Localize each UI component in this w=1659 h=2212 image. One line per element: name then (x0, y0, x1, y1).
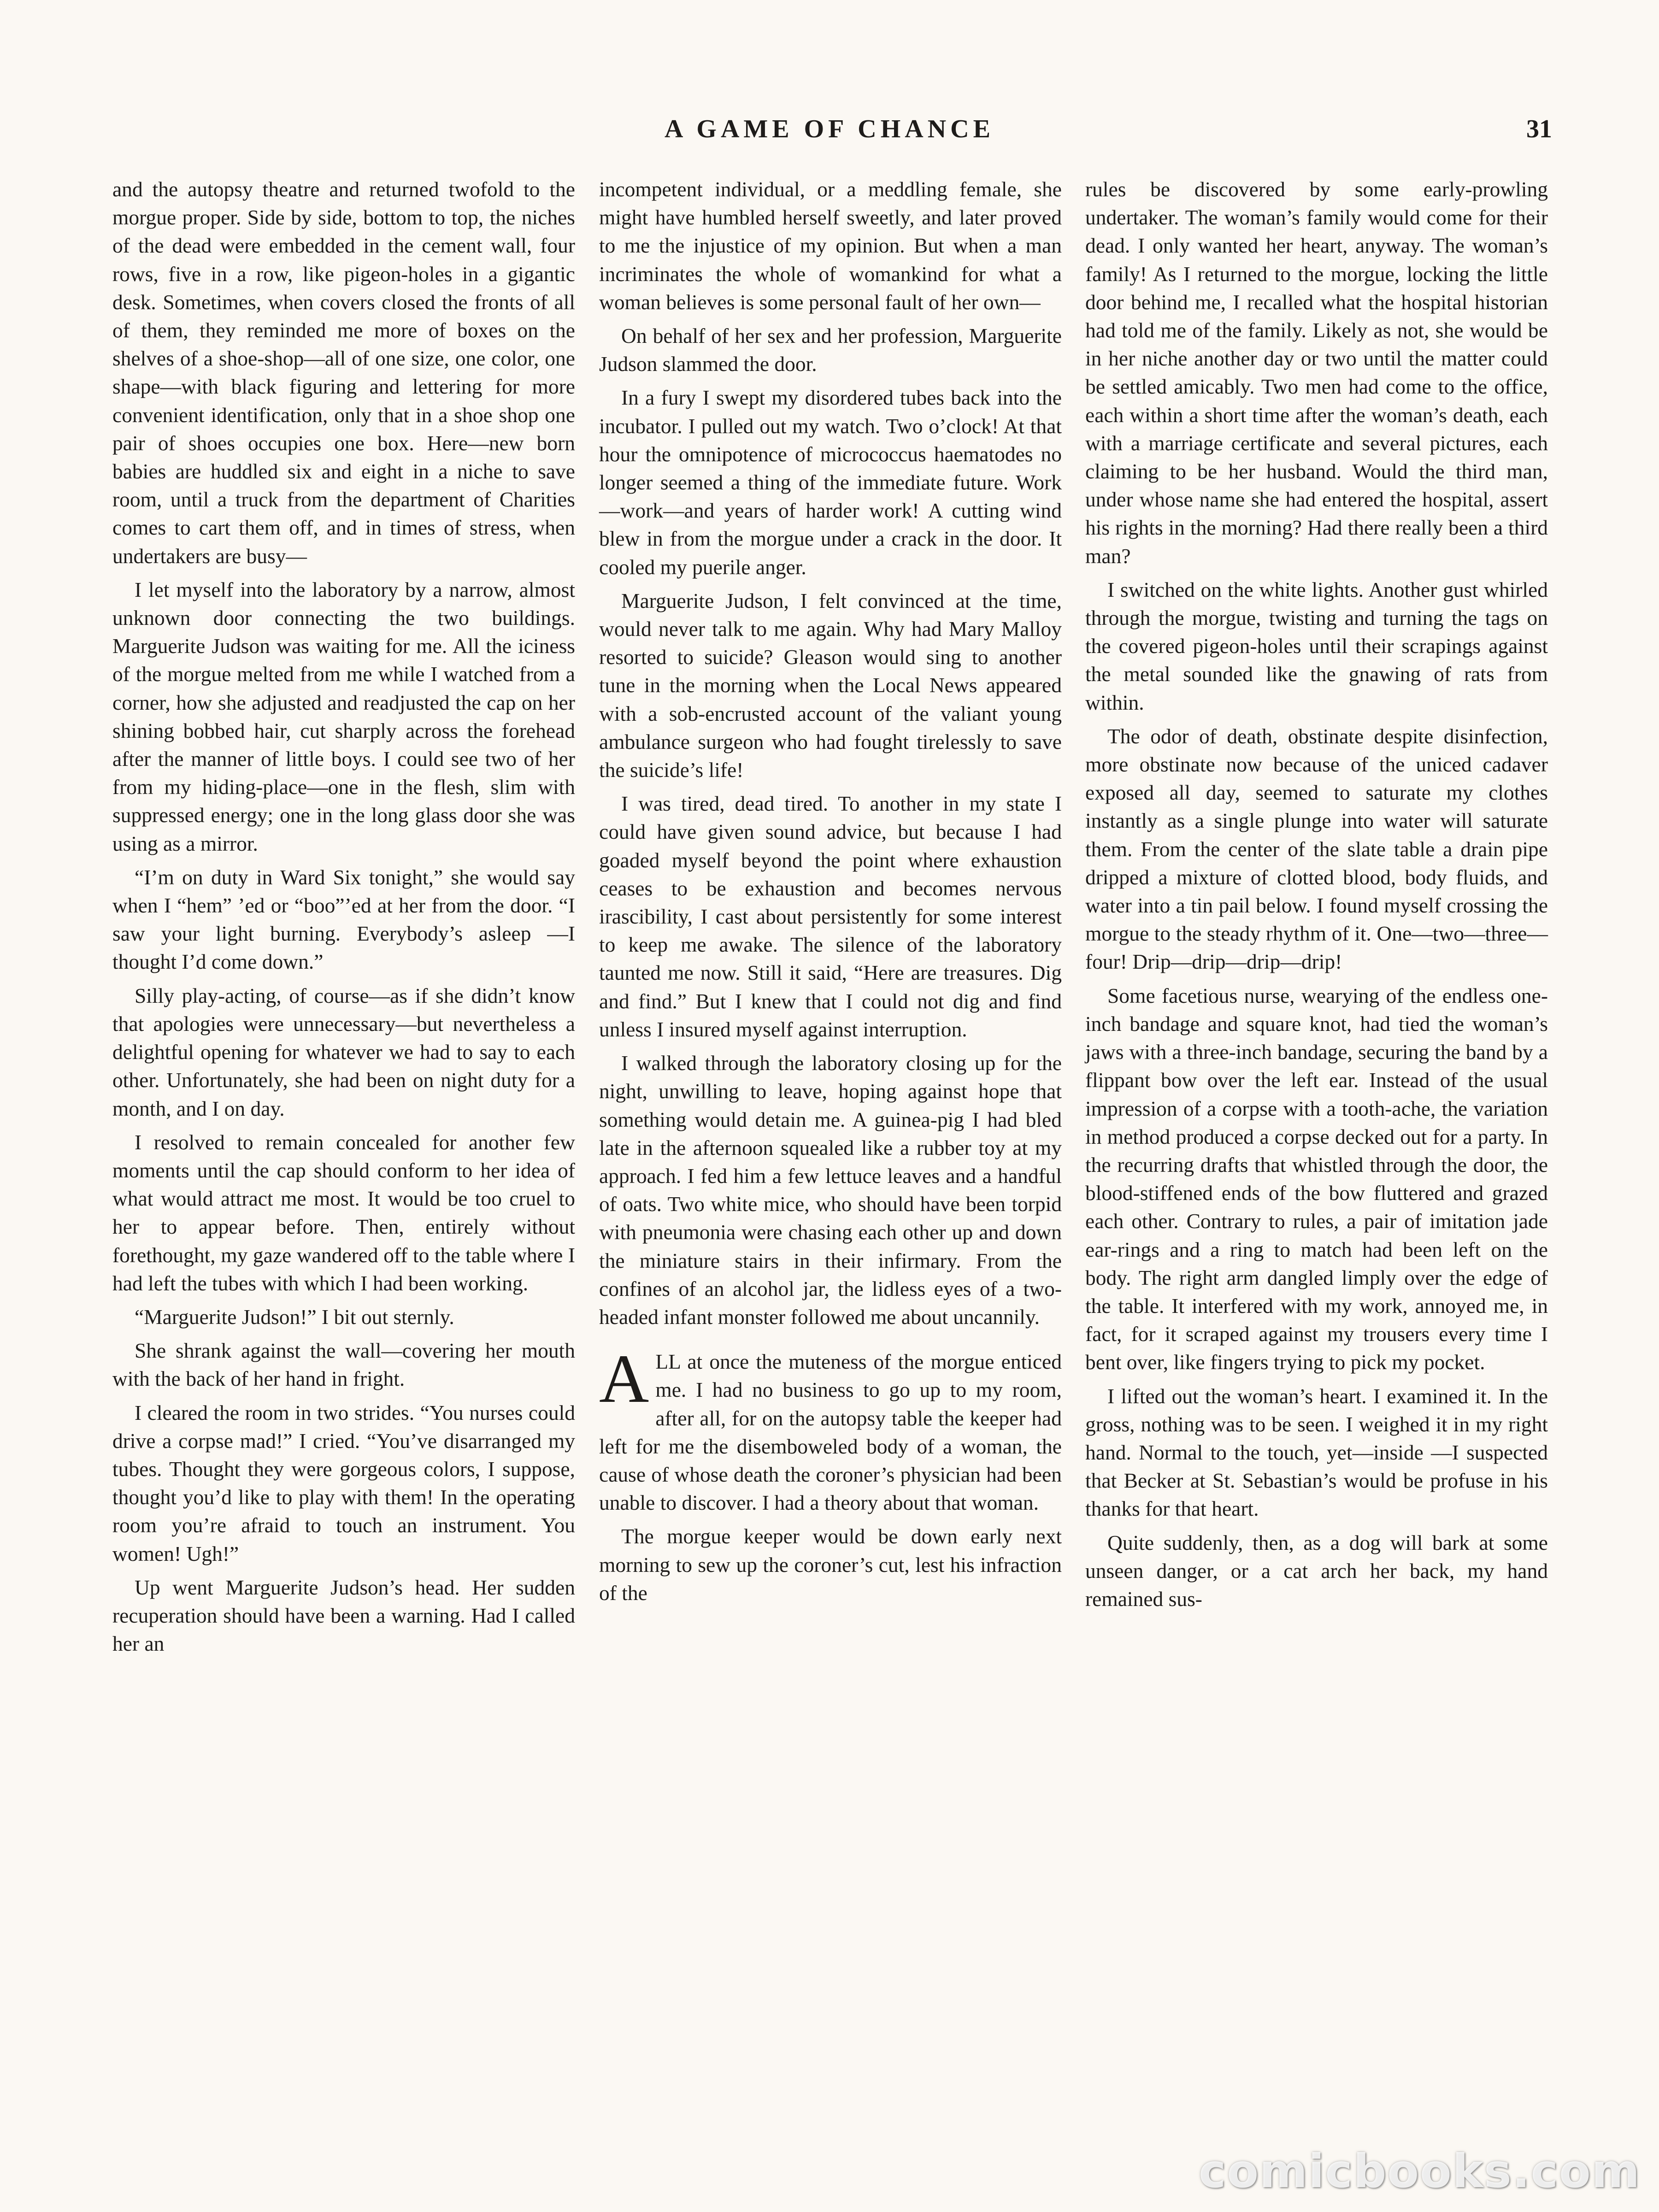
paragraph: I was tired, dead tired. To another in my state I could have given sound advice, but because I had goaded myself beyond the point where exhaustion ceases to be exhaustion and becomes nervous irascibility, I cast about persistently for some interest to keep me awake. The silence of the laboratory taunted me now. Still it said, “Here are treasures. Dig and find.” But I knew that I could not dig and find unless I insured myself against interruption. (599, 792, 1062, 1041)
paragraph: Silly play-acting, of course—as if she didn’t know that apologies were unnecessary—but nevertheless a delightful opening for whatever we had to say to each other. Unfortunately, she had been on night duty for a month, and I on day. (112, 983, 575, 1120)
paragraph: rules be discovered by some early-prowling undertaker. The woman’s family would come for their dead. I only wanted her heart, anyway. The woman’s family! As I returned to the morgue, locking the little door behind me, I recalled what the hospital historian had told me of the family. Likely as not, she would be in her niche another day or two until the matter could be settled amicably. Two men had come to the office, each within a short time after the woman’s death, each with a marriage certificate and several pictures, each claiming to be her husband. Would the third man, under whose name she had entered the hospital, assert his rights in the morning? Had there really been a third man? (1085, 177, 1548, 568)
paragraph: On behalf of her sex and her profession, Marguerite Judson slammed the door. (599, 324, 1062, 376)
paragraph: I switched on the white lights. Another gust whirled through the morgue, twisting and turning the tags on the covered pigeon-holes until their scrapings against the metal sounded like the gnawing of rats from within. (1085, 577, 1548, 714)
section-opening-paragraph (599, 1341, 1062, 1517)
paragraph: Quite suddenly, then, as a dog will bark at some unseen danger, or a cat arch her back, my hand remained sus- (1085, 1530, 1548, 1611)
paragraph: I walked through the laboratory closing up for the night, unwilling to leave, hoping against hope that something would detain me. A guinea-pig I had bled late in the afternoon squealed like a rubber toy at my approach. I fed him a few lettuce leaves and a handful of oats. Two white mice, who should have been torpid with pneumonia were chasing each other up and down the miniature stairs in their infirmary. From the confines of an alcohol jar, the lidless eyes of a two-headed infant monster followed me about uncannily. (599, 1051, 1062, 1329)
paragraph: Up went Marguerite Judson’s head. Her sudden recuperation should have been a warning. Had I called her an (112, 1575, 575, 1656)
paragraph: The morgue keeper would be down early next morning to sew up the coroner’s cut, lest his infraction of the (599, 1524, 1062, 1605)
paragraph: The odor of death, obstinate despite disinfection, more obstinate now because of the uniced cadaver exposed all day, seemed to saturate my clothes instantly as a single plunge into water will saturate them. From the center of the slate table a drain pipe dripped a mixture of clotted blood, body fluids, and water into a tin pail below. I found myself crossing the morgue to the steady rhythm of it. One—two—three—four! Drip—drip—drip—drip! (1085, 724, 1548, 974)
text-column-2 (599, 175, 1062, 1612)
paragraph: She shrank against the wall—covering her mouth with the back of her hand in fright. (112, 1339, 575, 1391)
paragraph: I resolved to remain concealed for another few moments until the cap should conform to her idea of what would attract me most. It would be too cruel to her to appear before. Then, entirely without forethought, my gaze wandered off to the table where I had left the tubes with which I had been working. (112, 1130, 575, 1295)
page-number: 31 (1526, 115, 1552, 143)
paragraph: I cleared the room in two strides. “You nurses could drive a corpse mad!” I cried. “You’ve disarranged my tubes. Thought they were gorgeous colors, I suppose, thought you’d like to play with them! In the operating room you’re afraid to touch an instrument. You women! Ugh!” (112, 1400, 575, 1565)
paragraph: incompetent individual, or a meddling female, she might have humbled herself sweetly, and later proved to me the injustice of my opinion. But when a man incriminates the whole of womankind for what a woman believes is some personal fault of her own— (599, 177, 1062, 314)
paragraph: Some facetious nurse, wearying of the endless one-inch bandage and square knot, had tied the woman’s jaws with a three-inch bandage, securing the band by a flippant bow over the left ear. Instead of the usual impression of a corpse with a tooth-ache, the variation in method produced a corpse decked out for a party. In the recurring drafts that whistled through the door, the blood-stiffened ends of the bow fluttered and grazed each other. Contrary to rules, a pair of imitation jade ear-rings and a ring to match had been left on the body. The right arm dangled limply over the edge of the table. It interfered with my work, annoyed me, in fact, for it scraped against my trousers every time I bent over, like fingers trying to pick my pocket. (1085, 983, 1548, 1374)
site-watermark: comicbooks.com (1199, 2144, 1641, 2198)
paragraph: “I’m on duty in Ward Six tonight,” she would say when I “hem” ’ed or “boo”’ed at her from the door. “I saw your light burning. Everybody’s asleep —I thought I’d come down.” (112, 865, 575, 974)
text-column-3 (1085, 175, 1548, 1618)
paragraph: “Marguerite Judson!” I bit out sternly. (135, 1305, 454, 1329)
paragraph: and the autopsy theatre and returned twofold to the morgue proper. Side by side, bottom to top, the niches of the dead were embedded in the cement wall, four rows, five in a row, like pigeon-holes in a gigantic desk. Sometimes, when covers closed the fronts of all of them, they reminded me more of boxes on the shelves of a shoe-shop—all of one size, one color, one shape—with black figuring and lettering for more convenient identification, only that in a shoe shop one pair of shoes occupies one box. Here—new born babies are huddled six and eight in a niche to save room, until a truck from the department of Charities comes to cart them off, and in times of stress, when undertakers are busy— (112, 177, 575, 568)
paragraph: Marguerite Judson, I felt convinced at the time, would never talk to me again. Why had Mary Malloy resorted to suicide? Gleason would sing to another tune in the morning when the Local News appeared with a sob-encrusted account of the valiant young ambulance surgeon who had fought tirelessly to save the suicide’s life! (599, 588, 1062, 782)
text-column-1 (112, 175, 575, 1663)
paragraph: I lifted out the woman’s heart. I examined it. In the gross, nothing was to be seen. I weighed it in my right hand. Normal to the touch, yet—inside —I suspected that Becker at St. Sebastian’s would be profuse in his thanks for that heart. (1085, 1384, 1548, 1521)
paragraph: In a fury I swept my disordered tubes back into the incubator. I pulled out my watch. Two o’clock! At that hour the omnipotence of micrococcus haematodes no longer seemed a thing of the immediate future. Work—work—and years of harder work! A cutting wind blew in from the morgue under a crack in the door. It cooled my puerile anger. (599, 386, 1062, 579)
paragraph-text: LL at once the muteness of the morgue enticed me. I had no business to go up to my room, after all, for on the autopsy table the keeper had left for me the disemboweled body of a woman, the cause of whose death the coroner’s physician had been unable to discover. I had a theory about that woman. (599, 1350, 1062, 1515)
drop-cap: A (599, 1341, 649, 1418)
paragraph: I let myself into the laboratory by a narrow, almost unknown door connecting the two buildings. Marguerite Judson was waiting for me. All the iciness of the morgue melted from me while I watched from a corner, how she adjusted and readjusted the cap on her shining bobbed hair, cut sharply across the forehead after the manner of little boys. I could see two of her from my hiding-place—one in the flesh, slim with suppressed energy; one in the long glass door she was using as a mirror. (112, 577, 575, 855)
running-title: A GAME OF CHANCE (665, 115, 994, 143)
